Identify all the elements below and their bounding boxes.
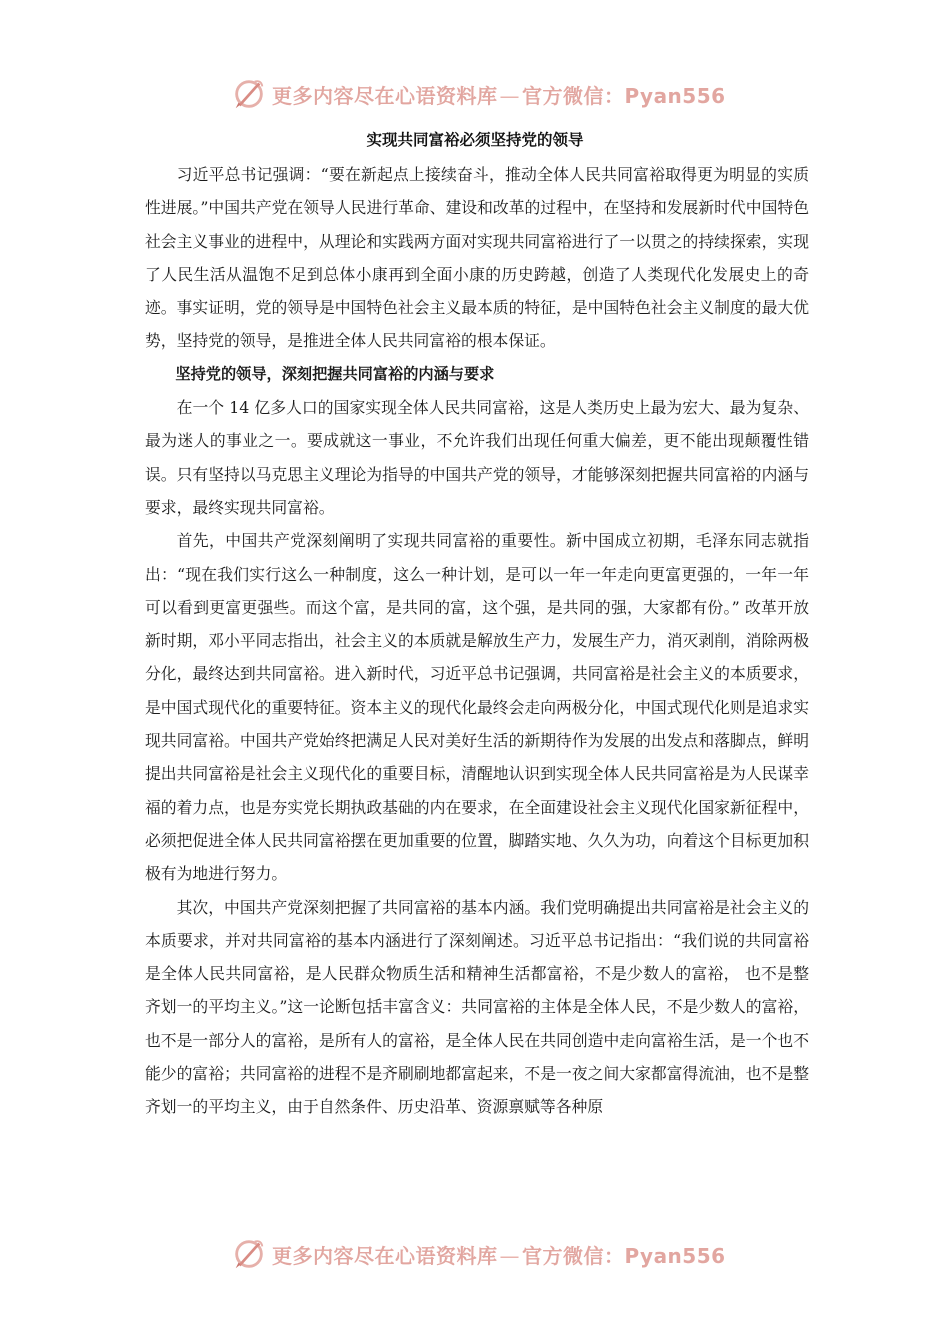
- footer-banner: [230, 1234, 726, 1274]
- pen-logo-icon: [230, 75, 268, 113]
- paragraph: 习近平总书记强调：“要在新起点上接续奋斗，推动全体人民共同富裕取得更为明显的实质性进展。”中国共产党在领导人民进行革命、建设和改革的过程中，在坚持和发展新时代中国特色社会主义事业的进程中，从理论和实践两方面对实现共同富裕进行了一以贯之的持续探索，实现了人民生活从温饱不足到总体小康再到全面小康的历史跨越，创造了人类现代化发展史上的奇迹。事实证明，党的领导是中国特色社会主义最本质的特征，是中国特色社会主义制度的最大优势，坚持党的领导，是推进全体人民共同富裕的根本保证。: [145, 165, 809, 351]
- paragraph: 首先，中国共产党深刻阐明了实现共同富裕的重要性。新中国成立初期，毛泽东同志就指出：“现在我们实行这么一种制度，这么一种计划，是可以一年一年走向更富更强的，一年一年可以看到更富更强些。而这个富，是共同的富，这个强，是共同的强，大家都有份。” 改革开放新时期，邓小平同志指出，社会主义的本质就是解放生产力，发展生产力，消灭剥削，消除两极分化，最终达到共同富裕。进入新时代，习近平总书记强调，共同富裕是社会主义的本质要求，是中国式现代化的重要特征。资本主义的现代化最终会走向两极分化，中国式现代化则是追求实现共同富裕。中国共产党始终把满足人民对美好生活的新期待作为发展的出发点和落脚点，鲜明提出共同富裕是社会主义现代化的重要目标，清醒地认识到实现全体人民共同富裕是为人民谋幸福的着力点，也是夯实党长期执政基础的内在要求，在全面建设社会主义现代化国家新征程中，必须把促进全体人民共同富裕摆在更加重要的位置，脚踏实地、久久为功，向着这个目标更加积极有为地进行努力。: [145, 531, 809, 884]
- paragraph: 其次，中国共产党深刻把握了共同富裕的基本内涵。我们党明确提出共同富裕是社会主义的本质要求，并对共同富裕的基本内涵进行了深刻阐述。习近平总书记指出：“我们说的共同富裕是全体人民共同富裕，是人民群众物质生活和精神生活都富裕，不是少数人的富裕， 也不是整齐划一的平均主义。”这一论断包括丰富含义：共同富裕的主体是全体人民，不是少数人的富裕，也不是一部分人的富裕，是所有人的富裕，是全体人民在共同创造中走向富裕生活，是一个也不能少的富裕；共同富裕的进程不是齐刷刷地都富起来，不是一夜之间大家都富得流油，也不是整齐划一的平均主义，由于自然条件、历史沿革、资源禀赋等各种原: [145, 897, 809, 1117]
- section-heading: 坚持党的领导，深刻把握共同富裕的内涵与要求: [175, 364, 495, 383]
- document-title: 实现共同富裕必须坚持党的领导: [366, 131, 584, 149]
- paragraph: 在一个 14 亿多人口的国家实现全体人民共同富裕，这是人类历史上最为宏大、最为复杂、最为迷人的事业之一。要成就这一事业，不允许我们出现任何重大偏差，更不能出现颠覆性错误。只有坚持以马克思主义理论为指导的中国共产党的领导，才能够深刻把握共同富裕的内涵与要求，最终实现共同富裕。: [145, 398, 809, 517]
- pen-logo-icon: [230, 1235, 268, 1273]
- header-banner-text: 更多内容尽在心语资料库 — 官方微信：Pyan556: [272, 83, 726, 108]
- footer-banner-text: 更多内容尽在心语资料库 — 官方微信：Pyan556: [272, 1243, 726, 1268]
- document-body: [145, 158, 809, 1124]
- header-banner: [230, 74, 726, 114]
